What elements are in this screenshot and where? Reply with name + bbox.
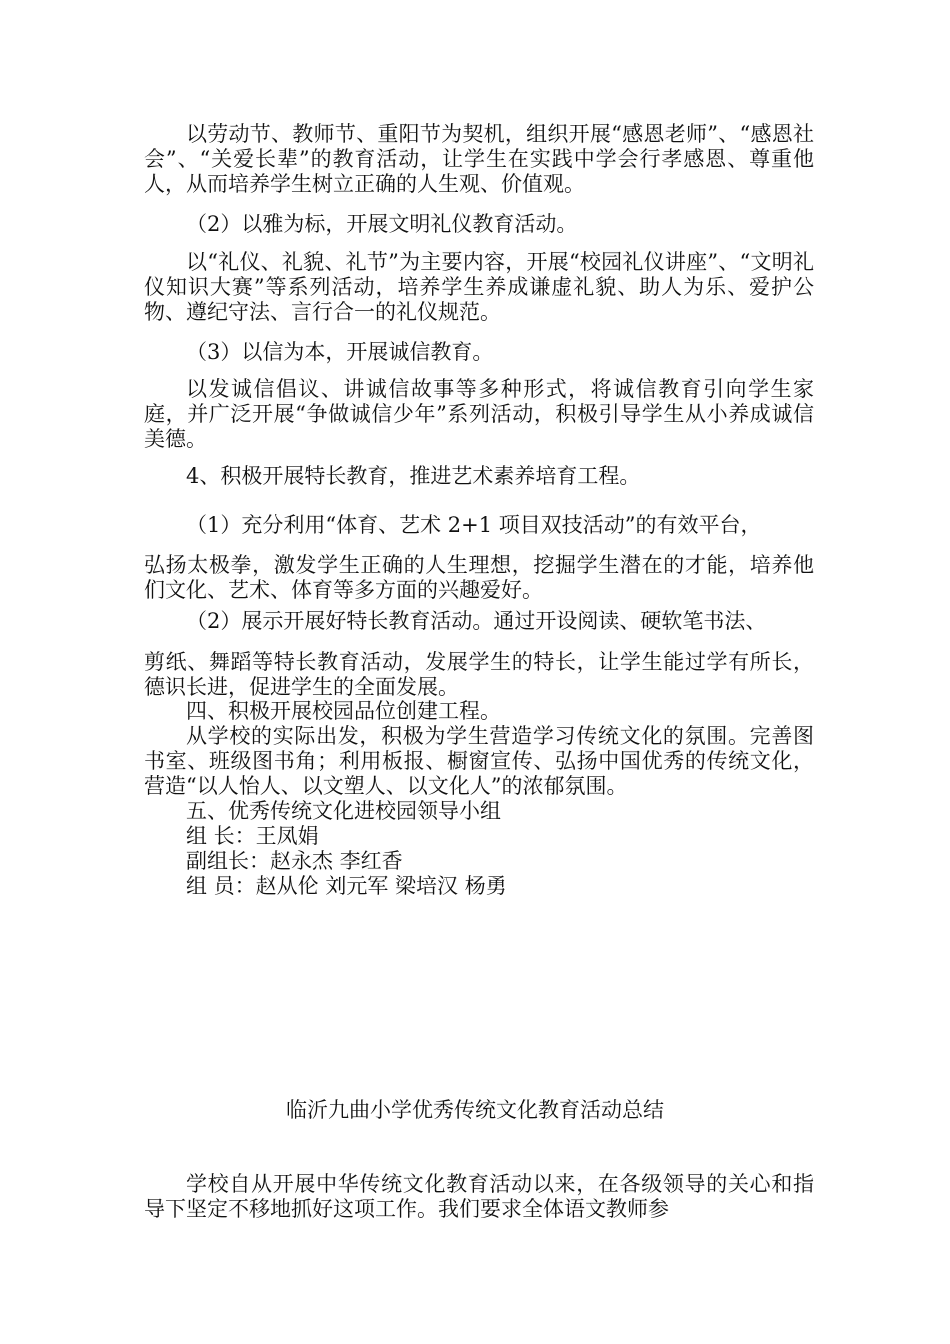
heading-specialty: 4、积极开展特长教育，推进艺术素养培育工程。 bbox=[186, 464, 641, 488]
document-title: 临沂九曲小学优秀传统文化教育活动总结 bbox=[286, 1098, 664, 1122]
group-deputy-leaders: 副组长：赵永杰 李红香 bbox=[186, 849, 403, 873]
item-sports-arts: （1）充分利用“体育、艺术 2+1 项目双技活动”的有效平台， bbox=[186, 513, 762, 537]
paragraph-text: 从学校的实际出发，积极为学生营造学习传统文化的氛围。完善图书室、班级图书角；利用板报、橱窗宣传、弘扬中国优秀的传统文化，营造“以人怡人、以文塑人、以文化人”的浓郁氛围。 bbox=[144, 724, 814, 798]
paragraph-integrity bbox=[144, 377, 814, 452]
item-showcase: （2）展示开展好特长教育活动。通过开设阅读、硬软笔书法、 bbox=[186, 609, 767, 633]
paragraph-text: 学校自从开展中华传统文化教育活动以来，在各级领导的关心和指导下坚定不移地抓好这项工作。我们要求全体语文教师参 bbox=[144, 1172, 814, 1221]
heading-etiquette: （2）以雅为标，开展文明礼仪教育活动。 bbox=[186, 212, 578, 236]
paragraph-text: 弘扬太极拳，激发学生正确的人生理想，挖掘学生潜在的才能，培养他们文化、艺术、体育等多方面的兴趣爱好。 bbox=[144, 553, 814, 602]
group-leader: 组 长：王凤娟 bbox=[186, 824, 319, 848]
paragraph-text: 以劳动节、教师节、重阳节为契机，组织开展“感恩老师”、“感恩社会”、“关爱长辈”的教育活动，让学生在实践中学会行孝感恩、尊重他人，从而培养学生树立正确的人生观、价值观。 bbox=[144, 122, 814, 196]
paragraph-text: 以“礼仪、礼貌、礼节”为主要内容，开展“校园礼仪讲座”、“文明礼仪知识大赛”等系列活动，培养学生养成谦虚礼貌、助人为乐、爱护公物、遵纪守法、言行合一的礼仪规范。 bbox=[144, 250, 814, 324]
paragraph-etiquette bbox=[144, 250, 814, 325]
paragraph-gratitude bbox=[144, 122, 814, 197]
paragraph-text: 剪纸、舞蹈等特长教育活动，发展学生的特长，让学生能过学有所长，德识长进，促进学生的全面发展。 bbox=[144, 650, 814, 699]
heading-integrity: （3）以信为本，开展诚信教育。 bbox=[186, 340, 494, 364]
paragraph-activities bbox=[144, 650, 814, 700]
paragraph-text: 以发诚信倡议、讲诚信故事等多种形式，将诚信教育引向学生家庭，并广泛开展“争做诚信少年”系列活动，积极引导学生从小养成诚信美德。 bbox=[144, 377, 814, 451]
heading-campus-quality: 四、积极开展校园品位创建工程。 bbox=[186, 699, 501, 723]
paragraph-taichi bbox=[144, 553, 814, 603]
group-members: 组 员：赵从伦 刘元军 梁培汉 杨勇 bbox=[186, 874, 507, 898]
paragraph-campus-culture bbox=[144, 724, 814, 799]
heading-leadership-group: 五、优秀传统文化进校园领导小组 bbox=[186, 799, 501, 823]
paragraph-summary-intro bbox=[144, 1172, 814, 1222]
